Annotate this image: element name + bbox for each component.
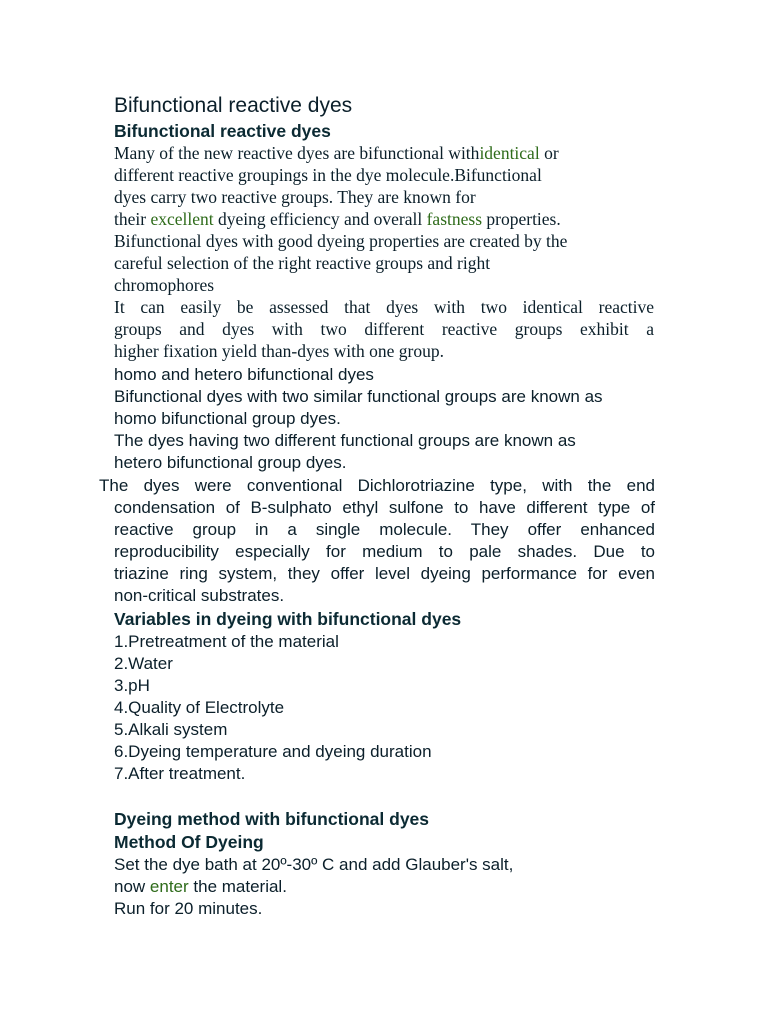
text-run: Many of the new reactive dyes are bifunctional with [114, 143, 480, 163]
highlight-word: fastness [426, 209, 483, 229]
paragraph-line: It can easily be assessed that dyes with two identical reactive [114, 297, 654, 317]
highlight-word: identical [479, 143, 540, 163]
text-run: properties. [482, 209, 561, 229]
section-subtitle: Bifunctional reactive dyes [114, 121, 331, 141]
section-heading: Dyeing method with bifunctional dyes [114, 809, 430, 829]
highlight-word: enter [149, 877, 189, 896]
paragraph-line: groups and dyes with two different reactive groups exhibit a [114, 319, 654, 339]
section-subheading: Method Of Dyeing [114, 832, 264, 852]
paragraph-line: The dyes were conventional Dichlorotriazine type, with the end [99, 476, 655, 495]
paragraph-line: triazine ring system, they offer level dyeing performance for even [114, 564, 655, 583]
text-run: dyeing efficiency and overall [213, 209, 427, 229]
paragraph-line: higher fixation yield than-dyes with one group. [114, 341, 444, 361]
paragraph-line: Run for 20 minutes. [114, 899, 263, 918]
paragraph-line: non-critical substrates. [114, 586, 285, 605]
list-item: 4.Quality of Electrolyte [114, 698, 285, 717]
section-heading: homo and hetero bifunctional dyes [114, 365, 374, 384]
page-title: Bifunctional reactive dyes [114, 94, 353, 117]
paragraph-line: Set the dye bath at 20º-30º C and add Glauber's salt, [114, 855, 514, 874]
paragraph-line: Bifunctional dyes with two similar functional groups are known as [114, 387, 603, 406]
text-run: the material. [188, 877, 287, 896]
paragraph-line: reactive group in a single molecule. They offer enhanced [114, 520, 655, 539]
list-item: 1.Pretreatment of the material [114, 632, 339, 651]
paragraph-line: reproducibility especially for medium to pale shades. Due to [114, 542, 655, 561]
list-item: 6.Dyeing temperature and dyeing duration [114, 742, 432, 761]
text-run: their [114, 209, 151, 229]
paragraph-line: Bifunctional dyes with good dyeing properties are created by the [114, 231, 568, 251]
list-item: 5.Alkali system [114, 720, 228, 739]
highlight-word: excellent [150, 209, 214, 229]
list-item: 7.After treatment. [114, 764, 246, 783]
paragraph-line [114, 143, 559, 164]
paragraph-line: chromophores [114, 275, 215, 295]
paragraph-line [114, 877, 287, 897]
paragraph-line: condensation of B-sulphato ethyl sulfone to have different type of [114, 498, 655, 517]
paragraph-line: homo bifunctional group dyes. [114, 409, 341, 428]
text-run: now [114, 877, 150, 896]
paragraph-line: hetero bifunctional group dyes. [114, 453, 347, 472]
list-item: 3.pH [114, 676, 150, 695]
paragraph-line: The dyes having two different functional groups are known as [114, 431, 576, 450]
paragraph-line: careful selection of the right reactive groups and right [114, 253, 491, 273]
paragraph-line [114, 209, 561, 230]
section-heading: Variables in dyeing with bifunctional dyes [114, 609, 462, 629]
list-item: 2.Water [114, 654, 173, 673]
paragraph-line: different reactive groupings in the dye molecule.Bifunctional [114, 165, 542, 185]
text-run: or [539, 143, 559, 163]
paragraph-line: dyes carry two reactive groups. They are known for [114, 187, 476, 207]
